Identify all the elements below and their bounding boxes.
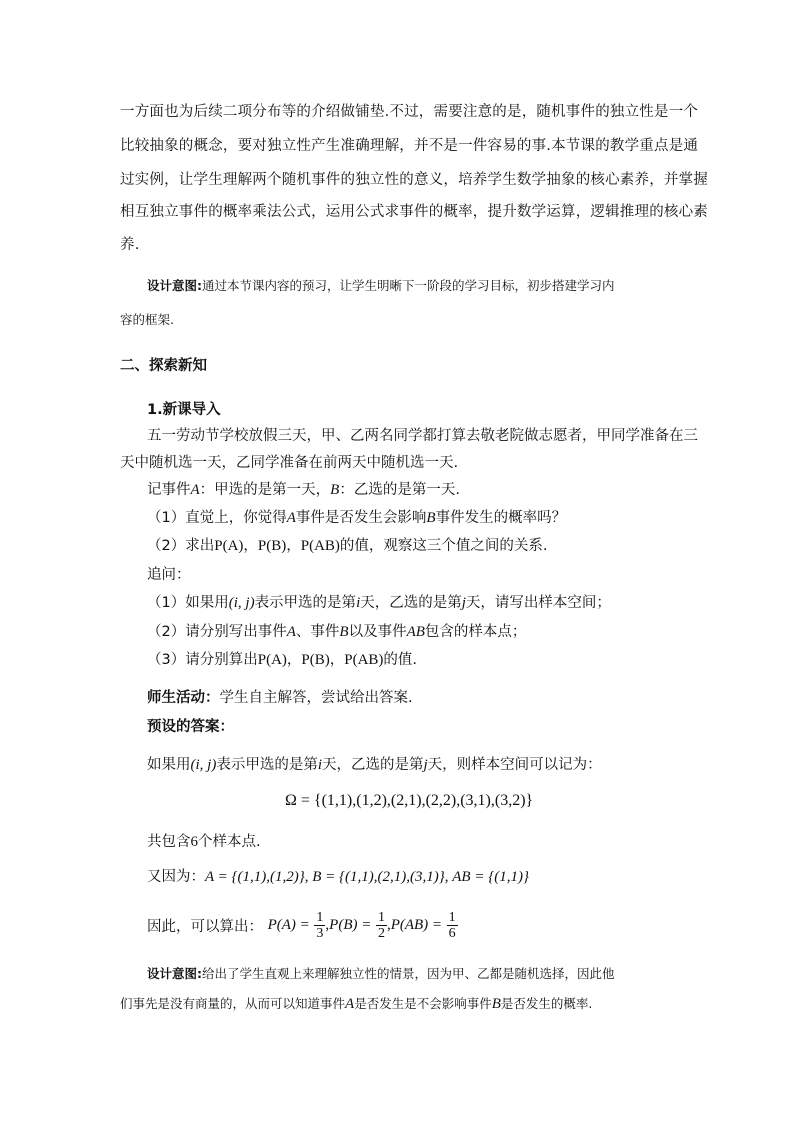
- scenario-line-1: 五一劳动节学校放假三天，甲、乙两名同学都打算去敬老院做志愿者，甲同学准备在三: [147, 428, 698, 444]
- question-1: （1）直觉上，你觉得A事件是否发生会影响B事件发生的概率吗？: [147, 510, 567, 526]
- followup-1: （1）如果用(i, j)表示甲选的是第i天，乙选的是第j天，请写出样本空间；: [147, 595, 611, 611]
- intro-line-3: 过实例，让学生理解两个随机事件的独立性的意义，培养学生数学抽象的核心素养，并掌握: [120, 172, 708, 188]
- design-intent-1-line-1: 设计意图:通过本节课内容的预习，让学生明晰下一阶段的学习目标，初步搭建学习内: [147, 278, 615, 293]
- followup-3: （3）请分别算出P(A)，P(B)，P(AB)的值.: [147, 652, 418, 668]
- scenario-line-2: 天中随机选一天，乙同学准备在前两天中随机选一天.: [120, 455, 459, 471]
- design-intent-label: 设计意图:: [147, 278, 202, 293]
- intro-line-5: 养.: [120, 237, 140, 253]
- fraction-pab: $\frac{1}{6}$: [448, 910, 456, 941]
- sample-point-count: 共包含6个样本点.: [147, 834, 261, 850]
- design-intent-1-line-2: 容的框架.: [120, 312, 174, 327]
- answer-line-1: 如果用(i, j)表示甲选的是第i天，乙选的是第j天，则样本空间可以记为：: [147, 757, 602, 773]
- followup-label: 追问：: [147, 567, 191, 583]
- section-heading: 二、探索新知: [120, 358, 207, 374]
- design-intent-2-line-1: 设计意图:给出了学生直观上来理解独立性的情景，因为甲、乙都是随机选择，因此他: [147, 966, 615, 981]
- question-2: （2）求出P(A)，P(B)，P(AB)的值，观察这三个值之间的关系.: [147, 538, 548, 554]
- design-intent-2-line-2: 们事先是没有商量的，从而可以知道事件A是否发生是不会影响事件B是否发生的概率.: [120, 996, 593, 1012]
- probability-results: 因此，可以算出： P(A) = $\frac{1}{3}$ ,P(B) = $\frac{1}{2}$ ,P(AB) = $\frac{1}{6}$: [147, 910, 456, 941]
- fraction-pb: $\frac{1}{2}$: [377, 910, 385, 941]
- fraction-pa: $\frac{1}{3}$: [316, 910, 324, 941]
- answer-label: 预设的答案：: [147, 719, 234, 735]
- followup-2: （2）请分别写出事件A、事件B以及事件AB包含的样本点；: [147, 624, 527, 640]
- subsection-heading: 1.新课导入: [147, 402, 221, 418]
- sample-space-omega: Ω = {(1,1),(1,2),(2,1),(2,2),(3,1),(3,2)}: [285, 792, 534, 809]
- intro-line-2: 比较抽象的概念，要对独立性产生准确理解，并不是一件容易的事.本节课的教学重点是通: [120, 138, 699, 154]
- intro-line-1: 一方面也为后续二项分布等的介绍做铺垫.不过，需要注意的是，随机事件的独立性是一个: [120, 104, 699, 120]
- event-definition: 记事件A：甲选的是第一天，B：乙选的是第一天.: [147, 482, 460, 498]
- teacher-student-activity: 师生活动：学生自主解答，尝试给出答案.: [147, 690, 413, 706]
- event-sets: 又因为：A = {(1,1),(1,2)}, B = {(1,1),(2,1),(3,1)}, AB = {(1,1)}: [147, 869, 529, 885]
- intro-line-4: 相互独立事件的概率乘法公式，运用公式求事件的概率，提升数学运算，逻辑推理的核心素: [120, 204, 708, 220]
